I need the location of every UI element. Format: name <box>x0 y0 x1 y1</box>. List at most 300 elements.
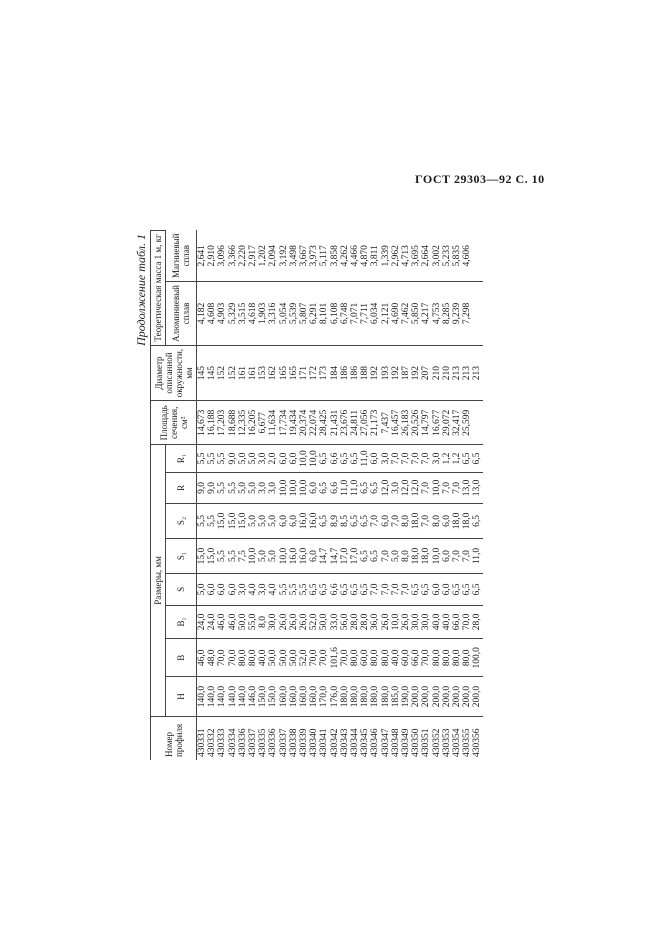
table-body <box>197 231 483 761</box>
cell-magnesium-mass <box>472 231 482 282</box>
header-H: H <box>166 677 197 716</box>
cell-S1: 16,0 <box>289 538 299 573</box>
cell-circle-diameter: 173 <box>319 345 329 400</box>
cell-S1: 7,0 <box>381 538 391 573</box>
cell-B1: 26,0 <box>401 605 411 639</box>
cell-B: 50,0 <box>268 639 278 677</box>
cell-S: 5,5 <box>299 574 309 605</box>
cell-S2: 8,0 <box>432 504 442 539</box>
cell-B: 60,0 <box>401 639 411 677</box>
cell-S: 5,5 <box>279 574 289 605</box>
cell-profile-number: 430336 <box>238 716 248 760</box>
cell-circle-diameter: 161 <box>238 345 248 400</box>
cell-S2: 7,0 <box>370 504 380 539</box>
cell-magnesium-mass: 5,117 <box>319 245 330 267</box>
cell-circle-diameter: 186 <box>340 345 350 400</box>
cell-H: 140,0 <box>197 677 208 716</box>
cell-R: 7,0 <box>421 472 431 503</box>
table-row <box>391 231 401 761</box>
cell-S1: 15,0 <box>197 538 208 573</box>
cell-S1: 5,0 <box>258 538 268 573</box>
cell-aluminum-mass: 6,034 <box>370 282 380 346</box>
cell-circle-diameter: 172 <box>309 345 319 400</box>
cell-magnesium-mass: 2,641 <box>197 245 207 267</box>
cell-S1: 7,0 <box>452 538 462 573</box>
cell-circle-diameter: 193 <box>381 345 391 400</box>
cell-aluminum-mass: 7,711 <box>360 282 370 346</box>
cell-B1: 66,0 <box>452 605 462 639</box>
cell-R1: 3,0 <box>432 445 442 472</box>
cell-magnesium-mass: 3,096 <box>217 245 228 267</box>
cell-H: 190,0 <box>401 677 411 716</box>
cell-magnesium-mass: 4,606 <box>462 245 473 267</box>
header-dimensions-group: Размеры, мм <box>151 445 166 716</box>
cell-aluminum-mass: 9,239 <box>452 282 462 346</box>
table-row <box>452 231 462 761</box>
cell-R1: 2,0 <box>268 445 278 472</box>
cell-profile-number: 430353 <box>442 716 452 760</box>
header-B: B <box>166 639 197 677</box>
cell-B: 60,0 <box>360 639 370 677</box>
header-magnesium-alloy: Магниевый сплав <box>166 231 197 282</box>
cell-B1: 28,0 <box>350 605 360 639</box>
cell-R: 13,0 <box>462 472 472 503</box>
cell-magnesium-mass: 2,917 <box>248 245 259 267</box>
cell-area: 23,676 <box>340 401 350 445</box>
cell-aluminum-mass: 3,515 <box>238 282 248 346</box>
cell-B: 80,0 <box>381 639 391 677</box>
cell-area: 22,074 <box>309 401 319 445</box>
cell-B: 80,0 <box>370 639 380 677</box>
cell-circle-diameter: 210 <box>442 345 452 400</box>
cell-profile-number: 430356 <box>472 716 482 760</box>
cell-aluminum-mass: 6,108 <box>330 282 340 346</box>
cell-R: 6,5 <box>370 472 380 503</box>
cell-aluminum-mass: 7,298 <box>462 282 472 346</box>
cell-R: 10,0 <box>432 472 442 503</box>
cell-R1: 6,5 <box>462 445 472 472</box>
cell-B: 101,6 <box>330 639 340 677</box>
cell-S: 3,0 <box>258 574 268 605</box>
cell-area: 7,437 <box>381 401 391 445</box>
table-row <box>411 231 421 761</box>
cell-S1: 6,0 <box>309 538 319 573</box>
cell-B: 40,0 <box>391 639 401 677</box>
cell-aluminum-mass: 5,850 <box>411 282 421 346</box>
cell-area: 26,183 <box>401 401 411 445</box>
cell-R: 6,5 <box>319 472 329 503</box>
cell-profile-number: 430347 <box>381 716 391 760</box>
cell-area: 17,203 <box>217 401 227 445</box>
cell-S: 6,5 <box>309 574 319 605</box>
cell-H: 180,0 <box>350 677 360 716</box>
cell-S1: 6,0 <box>442 538 452 573</box>
cell-R1: 5,5 <box>217 445 227 472</box>
cell-S: 6,5 <box>472 574 482 605</box>
cell-B1: 50,0 <box>319 605 329 639</box>
cell-circle-diameter: 152 <box>217 345 227 400</box>
cell-profile-number: 430342 <box>330 716 340 760</box>
cell-B1: 28,0 <box>360 605 370 639</box>
table-row <box>370 231 380 761</box>
cell-magnesium-mass: 3,667 <box>299 245 310 267</box>
cell-B: 46,0 <box>197 639 208 677</box>
cell-R1: 9,0 <box>228 445 238 472</box>
cell-S: 6,5 <box>360 574 370 605</box>
header-S: S <box>166 574 197 605</box>
cell-profile-number: 430346 <box>370 716 380 760</box>
cell-aluminum-mass: 5,329 <box>228 282 238 346</box>
cell-magnesium-mass: 2,094 <box>268 245 279 267</box>
cell-magnesium-mass: 3,973 <box>309 245 320 267</box>
header-R: R <box>166 472 197 503</box>
cell-aluminum-mass: 3,316 <box>268 282 278 346</box>
cell-H: 176,0 <box>330 677 340 716</box>
cell-aluminum-mass: 5,054 <box>279 282 289 346</box>
cell-S: 6,0 <box>432 574 442 605</box>
cell-S2: 8,5 <box>340 504 350 539</box>
cell-S1: 5,0 <box>391 538 401 573</box>
cell-H: 160,0 <box>289 677 299 716</box>
table-row <box>258 231 268 761</box>
cell-aluminum-mass: 5,539 <box>289 282 299 346</box>
cell-H: 180,0 <box>340 677 350 716</box>
cell-S1: 7,0 <box>462 538 472 573</box>
cell-S: 6,0 <box>228 574 238 605</box>
cell-S1: 10,0 <box>279 538 289 573</box>
cell-profile-number: 430349 <box>401 716 411 760</box>
cell-S2: 6,5 <box>360 504 370 539</box>
cell-B1: 36,0 <box>370 605 380 639</box>
cell-B: 80,0 <box>432 639 442 677</box>
cell-R1: 7,0 <box>421 445 431 472</box>
cell-profile-number: 430355 <box>462 716 472 760</box>
cell-B: 70,0 <box>319 639 329 677</box>
cell-S: 6,0 <box>217 574 227 605</box>
header-R1: R₁ <box>166 445 197 472</box>
cell-S1: 17,0 <box>340 538 350 573</box>
cell-R1: 7,0 <box>411 445 421 472</box>
cell-S: 5,0 <box>197 574 208 605</box>
cell-aluminum-mass: 5,807 <box>299 282 309 346</box>
cell-S2: 16,0 <box>299 504 309 539</box>
cell-H: 160,0 <box>309 677 319 716</box>
cell-aluminum-mass: 4,618 <box>248 282 258 346</box>
cell-aluminum-mass: 2,121 <box>381 282 391 346</box>
cell-S2: 8,0 <box>401 504 411 539</box>
table-row <box>217 231 227 761</box>
table-row <box>207 231 217 761</box>
table-row <box>421 231 431 761</box>
table-row <box>330 231 340 761</box>
cell-R: 12,0 <box>381 472 391 503</box>
cell-profile-number: 430350 <box>411 716 421 760</box>
cell-magnesium-mass: 3,002 <box>431 245 442 267</box>
table-row <box>360 231 370 761</box>
cell-area: 20,526 <box>411 401 421 445</box>
cell-area: 11,634 <box>268 401 278 445</box>
cell-R1: 6,0 <box>279 445 289 472</box>
cell-B1: 33,0 <box>330 605 340 639</box>
cell-B1: 30,0 <box>421 605 431 639</box>
cell-H: 200,0 <box>452 677 462 716</box>
cell-area: 21,431 <box>330 401 340 445</box>
cell-S1: 10,0 <box>248 538 258 573</box>
cell-magnesium-mass: 2,664 <box>421 245 432 267</box>
cell-H: 180,0 <box>370 677 380 716</box>
header-S2: S₂ <box>166 504 197 539</box>
cell-S1: 17,0 <box>350 538 360 573</box>
cell-B1: 46,0 <box>217 605 227 639</box>
cell-B: 80,0 <box>442 639 452 677</box>
cell-B1: 30,0 <box>268 605 278 639</box>
cell-B: 70,0 <box>217 639 227 677</box>
table-row <box>228 231 238 761</box>
cell-S1: 7,5 <box>238 538 248 573</box>
cell-circle-diameter: 210 <box>432 345 442 400</box>
cell-S1: 6,5 <box>370 538 380 573</box>
cell-R: 11,0 <box>340 472 350 503</box>
cell-magnesium-mass: 2,910 <box>207 245 218 267</box>
cell-S: 7,0 <box>391 574 401 605</box>
cell-area: 12,335 <box>238 401 248 445</box>
cell-area <box>472 401 482 445</box>
cell-B: 52,0 <box>299 639 309 677</box>
cell-H: 150,0 <box>268 677 278 716</box>
cell-profile-number: 430333 <box>217 716 227 760</box>
cell-S1: 5,5 <box>228 538 238 573</box>
cell-S1: 14,7 <box>330 538 340 573</box>
cell-B: 66,0 <box>411 639 421 677</box>
cell-magnesium-mass: 3,695 <box>411 245 422 267</box>
cell-profile-number: 430331 <box>197 716 208 760</box>
table-row <box>248 231 258 761</box>
cell-R: 10,0 <box>299 472 309 503</box>
cell-S2: 6,0 <box>289 504 299 539</box>
cell-B: 100,0 <box>472 639 482 677</box>
cell-B: 40,0 <box>258 639 268 677</box>
cell-H: 180,0 <box>360 677 370 716</box>
cell-area: 27,056 <box>360 401 370 445</box>
cell-B: 70,0 <box>228 639 238 677</box>
table-row <box>432 231 442 761</box>
cell-B: 50,0 <box>279 639 289 677</box>
cell-S: 6,5 <box>340 574 350 605</box>
cell-area: 20,374 <box>299 401 309 445</box>
cell-aluminum-mass: 1,903 <box>258 282 268 346</box>
cell-circle-diameter: 213 <box>462 345 472 400</box>
cell-S: 7,0 <box>401 574 411 605</box>
cell-S2: 15,0 <box>217 504 227 539</box>
cell-circle-diameter: 145 <box>207 345 217 400</box>
cell-B1: 40,0 <box>442 605 452 639</box>
cell-magnesium-mass: 3,811 <box>370 245 381 267</box>
cell-S1: 6,5 <box>360 538 370 573</box>
cell-H: 170,0 <box>319 677 329 716</box>
cell-S2: 6,5 <box>319 504 329 539</box>
rotated-table-area <box>134 230 510 760</box>
cell-R: 3,0 <box>258 472 268 503</box>
cell-R: 9,0 <box>207 472 217 503</box>
cell-R1: 10,0 <box>299 445 309 472</box>
cell-profile-number: 430351 <box>421 716 431 760</box>
cell-circle-diameter: 187 <box>401 345 411 400</box>
table-row <box>350 231 360 761</box>
cell-H: 160,0 <box>299 677 309 716</box>
cell-S1: 18,0 <box>421 538 431 573</box>
cell-R: 6,5 <box>360 472 370 503</box>
cell-S1: 15,0 <box>207 538 217 573</box>
cell-R1: 7,0 <box>401 445 411 472</box>
cell-S1: 11,0 <box>472 538 482 573</box>
cell-S2: 5,0 <box>248 504 258 539</box>
cell-B: 80,0 <box>238 639 248 677</box>
cell-area: 16,457 <box>391 401 401 445</box>
cell-area: 29,072 <box>442 401 452 445</box>
cell-circle-diameter: 192 <box>391 345 401 400</box>
cell-H: 146,0 <box>248 677 258 716</box>
cell-S2: 6,0 <box>442 504 452 539</box>
table-row <box>381 231 391 761</box>
cell-S: 3,0 <box>238 574 248 605</box>
cell-B: 80,0 <box>452 639 462 677</box>
cell-B1: 26,0 <box>279 605 289 639</box>
cell-circle-diameter: 213 <box>472 345 482 400</box>
cell-B1: 24,0 <box>197 605 208 639</box>
table-row <box>268 231 278 761</box>
cell-S1: 14,7 <box>319 538 329 573</box>
cell-area: 6,677 <box>258 401 268 445</box>
cell-circle-diameter: 152 <box>228 345 238 400</box>
cell-S: 6,0 <box>207 574 217 605</box>
cell-S: 6,5 <box>462 574 472 605</box>
cell-magnesium-mass: 4,466 <box>350 245 361 267</box>
cell-B: 50,0 <box>289 639 299 677</box>
cell-S: 6,6 <box>330 574 340 605</box>
cell-S2: 8,9 <box>330 504 340 539</box>
cell-R1: 11,0 <box>360 445 370 472</box>
cell-R: 7,0 <box>452 472 462 503</box>
cell-R: 12,0 <box>411 472 421 503</box>
cell-S: 6,5 <box>350 574 360 605</box>
cell-H: 200,0 <box>442 677 452 716</box>
cell-aluminum-mass: 4,182 <box>197 282 208 346</box>
cell-aluminum-mass: 4,753 <box>432 282 442 346</box>
cell-R1: 1,2 <box>442 445 452 472</box>
cell-profile-number: 430337 <box>248 716 258 760</box>
cell-S2: 18,0 <box>452 504 462 539</box>
cell-R: 3,0 <box>391 472 401 503</box>
cell-magnesium-mass: 2,962 <box>390 245 401 267</box>
cell-S2: 7,0 <box>421 504 431 539</box>
cell-H: 200,0 <box>411 677 421 716</box>
cell-R1: 7,0 <box>391 445 401 472</box>
cell-S1: 5,5 <box>217 538 227 573</box>
cell-S1: 10,0 <box>432 538 442 573</box>
cell-circle-diameter: 165 <box>289 345 299 400</box>
cell-R1: 6,5 <box>472 445 482 472</box>
cell-R1: 6,5 <box>350 445 360 472</box>
cell-B1: 70,0 <box>462 605 472 639</box>
cell-profile-number: 430348 <box>391 716 401 760</box>
cell-B: 80,0 <box>350 639 360 677</box>
cell-B1: 50,0 <box>238 605 248 639</box>
table-row <box>340 231 350 761</box>
cell-H: 150,0 <box>258 677 268 716</box>
cell-R: 11,0 <box>350 472 360 503</box>
cell-H: 140,0 <box>217 677 227 716</box>
cell-S2: 16,0 <box>309 504 319 539</box>
cell-R1: 5,0 <box>248 445 258 472</box>
cell-R: 9,0 <box>197 472 208 503</box>
table-row <box>309 231 319 761</box>
cell-H: 140,0 <box>228 677 238 716</box>
table-row <box>279 231 289 761</box>
cell-R1: 1,2 <box>452 445 462 472</box>
cell-R: 5,5 <box>217 472 227 503</box>
cell-H: 180,0 <box>381 677 391 716</box>
cell-H: 140,0 <box>238 677 248 716</box>
cell-H: 200,0 <box>462 677 472 716</box>
cell-circle-diameter: 171 <box>299 345 309 400</box>
cell-S: 6,5 <box>452 574 462 605</box>
cell-B1: 26,0 <box>381 605 391 639</box>
cell-S2: 5,5 <box>207 504 217 539</box>
cell-B1: 26,0 <box>299 605 309 639</box>
table-row <box>289 231 299 761</box>
cell-R1: 6,6 <box>330 445 340 472</box>
cell-H: 200,0 <box>421 677 431 716</box>
cell-R1: 6,5 <box>340 445 350 472</box>
cell-S2: 6,5 <box>472 504 482 539</box>
cell-B1: 55,0 <box>248 605 258 639</box>
table-row <box>197 231 208 761</box>
cell-R: 3,0 <box>268 472 278 503</box>
cell-S1: 16,0 <box>299 538 309 573</box>
cell-aluminum-mass: 8,101 <box>319 282 329 346</box>
cell-area: 28,425 <box>319 401 329 445</box>
cell-magnesium-mass: 4,870 <box>360 245 371 267</box>
cell-aluminum-mass: 6,291 <box>309 282 319 346</box>
cell-circle-diameter: 161 <box>248 345 258 400</box>
cell-circle-diameter: 188 <box>360 345 370 400</box>
cell-circle-diameter: 162 <box>268 345 278 400</box>
cell-area: 18,688 <box>228 401 238 445</box>
cell-area: 32,417 <box>452 401 462 445</box>
cell-S: 6,0 <box>442 574 452 605</box>
cell-S2: 5,0 <box>258 504 268 539</box>
cell-S1: 5,0 <box>268 538 278 573</box>
cell-S: 6,5 <box>411 574 421 605</box>
cell-B1: 30,0 <box>411 605 421 639</box>
cell-profile-number: 430343 <box>340 716 350 760</box>
cell-profile-number: 430334 <box>228 716 238 760</box>
cell-S2: 6,0 <box>381 504 391 539</box>
cell-area: 16,677 <box>432 401 442 445</box>
table-row <box>442 231 452 761</box>
cell-circle-diameter: 192 <box>411 345 421 400</box>
cell-H: 185,0 <box>391 677 401 716</box>
cell-R: 10,0 <box>289 472 299 503</box>
cell-R: 5,0 <box>248 472 258 503</box>
cell-R1: 6,0 <box>370 445 380 472</box>
cell-profile-number: 430354 <box>452 716 462 760</box>
cell-S2: 18,0 <box>411 504 421 539</box>
cell-magnesium-mass: 3,366 <box>227 245 238 267</box>
cell-magnesium-mass: 1,202 <box>258 245 269 267</box>
table-row <box>238 231 248 761</box>
cell-S: 7,0 <box>370 574 380 605</box>
